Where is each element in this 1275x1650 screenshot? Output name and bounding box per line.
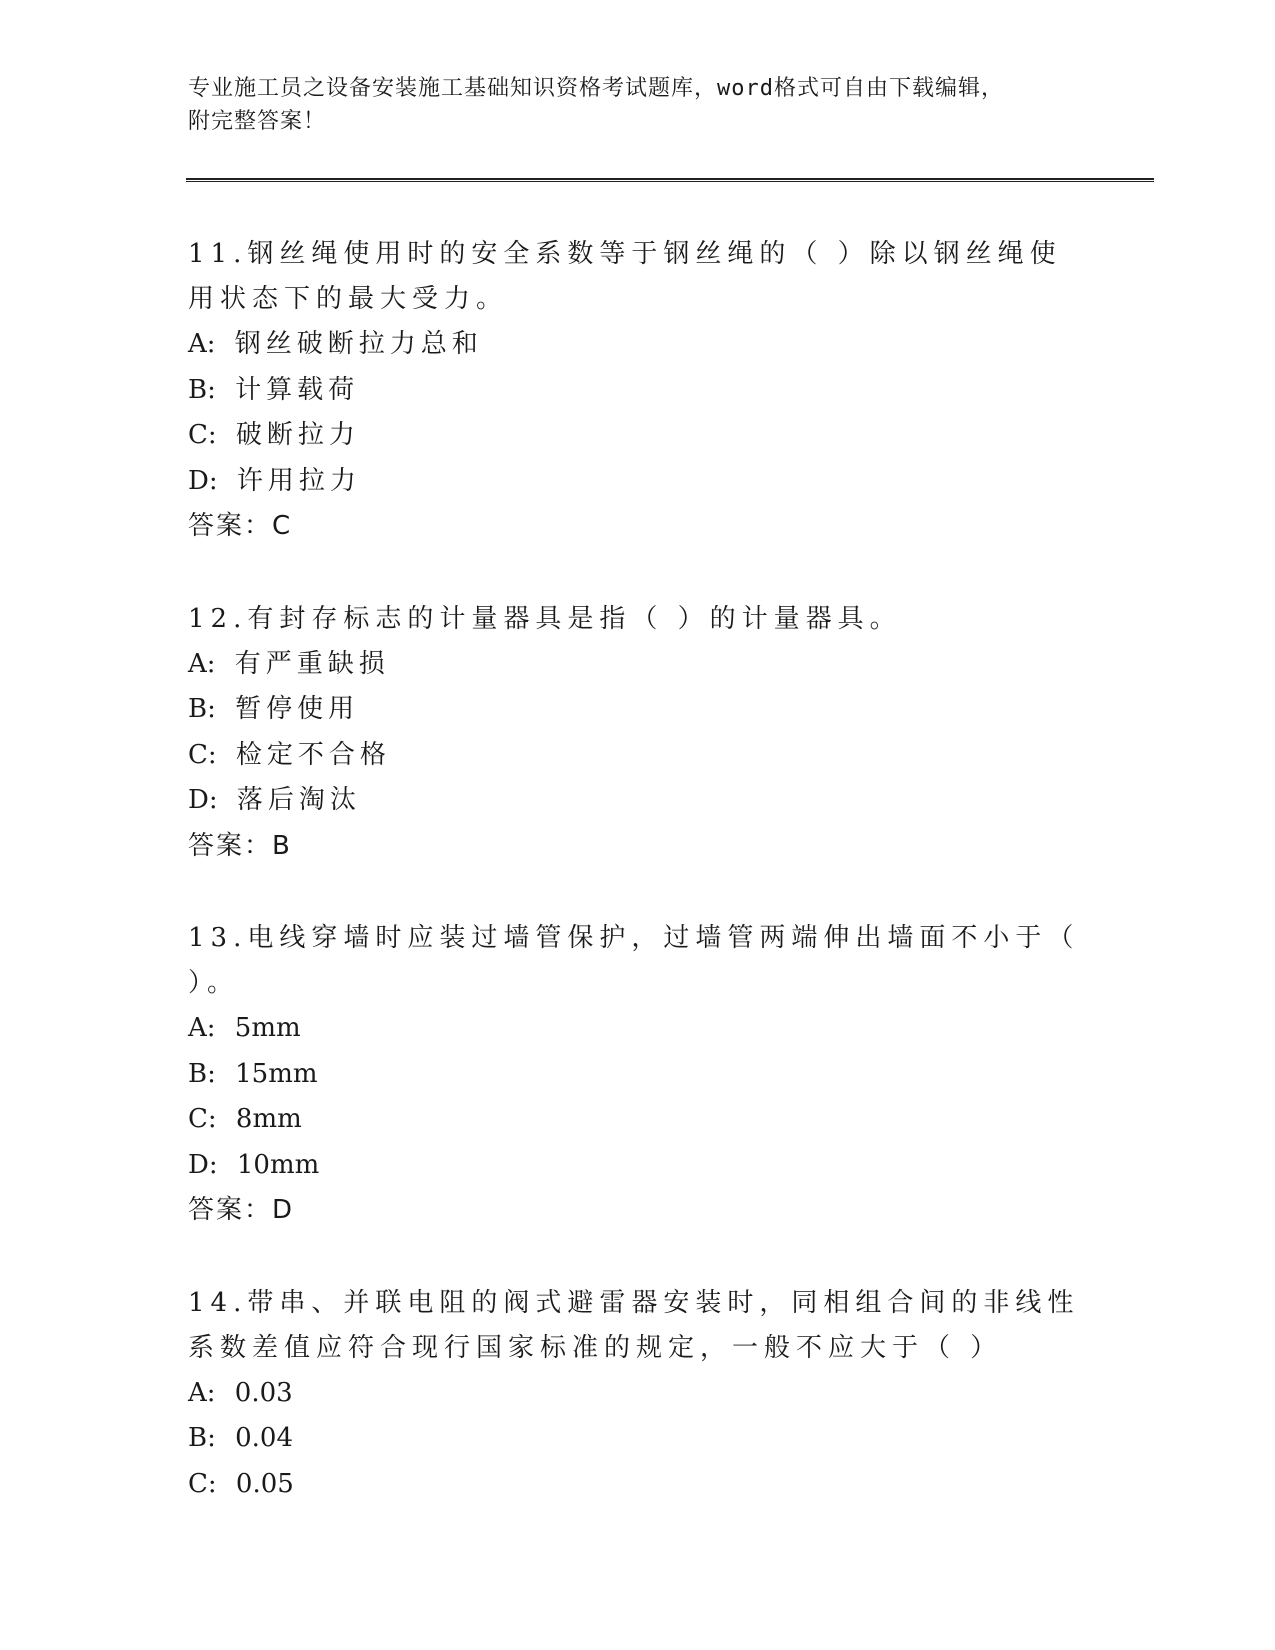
option-letter: A [188, 1377, 207, 1408]
header-line-1: 专业施工员之设备安装施工基础知识资格考试题库，word格式可自由下载编辑， [188, 76, 1004, 101]
question-stem: 13.电线穿墙时应装过墙管保护，过墙管两端伸出墙面不小于（ ）。 [188, 923, 1080, 998]
option-letter: A [188, 1013, 207, 1043]
answer-line: 答案：B [188, 830, 292, 861]
option-letter: D [188, 1149, 209, 1180]
option-text: 有严重缺损 [234, 648, 390, 679]
option-separator: : [206, 329, 216, 359]
header-line-2: 附完整答案！ [188, 109, 327, 134]
option-separator: : [208, 1149, 218, 1180]
option-a [188, 322, 1088, 368]
option-letter: D [188, 465, 209, 496]
question-stem: 14.带串、并联电阻的阀式避雷器安装时，同相组合间的非线性系数差值应符合现行国家标准的规定，一般不应大于（ ） [188, 1287, 1080, 1363]
option-letter: C [188, 1104, 208, 1134]
option-separator: : [207, 1468, 217, 1499]
question-12 [188, 597, 1088, 870]
option-letter: D [188, 785, 209, 815]
option-text: 钢丝破断拉力总和 [234, 329, 483, 359]
option-d [188, 778, 1088, 824]
option-c [188, 1097, 1088, 1143]
question-13 [188, 916, 1088, 1234]
option-c [188, 733, 1088, 779]
option-letter: B [188, 374, 208, 405]
option-d [188, 459, 1088, 505]
option-b [188, 687, 1088, 733]
question-list [188, 232, 1088, 1554]
option-letter: A [188, 648, 207, 679]
option-letter: C [188, 739, 208, 770]
option-text: 0.04 [235, 1423, 293, 1453]
option-b [188, 1052, 1088, 1098]
option-text: 落后淘汰 [236, 785, 361, 815]
question-stem: 12.有封存标志的计量器具是指（ ）的计量器具。 [188, 603, 902, 634]
option-separator: : [206, 1377, 216, 1408]
option-text: 5mm [234, 1013, 301, 1043]
option-text: 破断拉力 [235, 420, 360, 450]
option-letter: C [188, 420, 208, 450]
option-text: 计算载荷 [235, 374, 360, 405]
option-separator: : [207, 694, 216, 724]
option-separator: : [208, 785, 218, 815]
option-separator: : [207, 1058, 216, 1089]
option-a [188, 642, 1088, 688]
option-separator: : [206, 1013, 216, 1043]
option-letter: B [188, 1423, 208, 1453]
question-11 [188, 232, 1088, 550]
option-letter: A [188, 329, 207, 359]
option-b [188, 1416, 1088, 1462]
option-text: 暂停使用 [235, 694, 360, 724]
option-b [188, 368, 1088, 414]
option-text: 0.05 [235, 1468, 294, 1499]
option-separator: : [207, 374, 216, 405]
answer-line: 答案：D [188, 1195, 295, 1225]
header-divider [186, 178, 1154, 182]
option-separator: : [207, 739, 217, 770]
option-letter: C [188, 1468, 208, 1499]
option-text: 10mm [236, 1149, 320, 1180]
option-a [188, 1371, 1088, 1417]
option-c [188, 1462, 1088, 1508]
question-stem: 11.钢丝绳使用时的安全系数等于钢丝绳的（ ）除以钢丝绳使用状态下的最大受力。 [188, 239, 1062, 314]
option-text: 8mm [235, 1104, 302, 1134]
option-separator: : [208, 465, 218, 496]
option-a [188, 1006, 1088, 1052]
document-header [188, 72, 1088, 138]
option-text: 15mm [235, 1058, 318, 1089]
option-separator: : [207, 1104, 217, 1134]
option-separator: : [207, 1423, 216, 1453]
option-separator: : [206, 648, 216, 679]
question-14 [188, 1281, 1088, 1508]
option-c [188, 413, 1088, 459]
option-text: 0.03 [234, 1377, 293, 1408]
option-letter: B [188, 1058, 208, 1089]
option-text: 许用拉力 [236, 465, 361, 496]
option-separator: : [207, 420, 217, 450]
option-d [188, 1143, 1088, 1189]
option-letter: B [188, 694, 208, 724]
option-text: 检定不合格 [235, 739, 391, 770]
answer-line: 答案：C [188, 511, 293, 541]
